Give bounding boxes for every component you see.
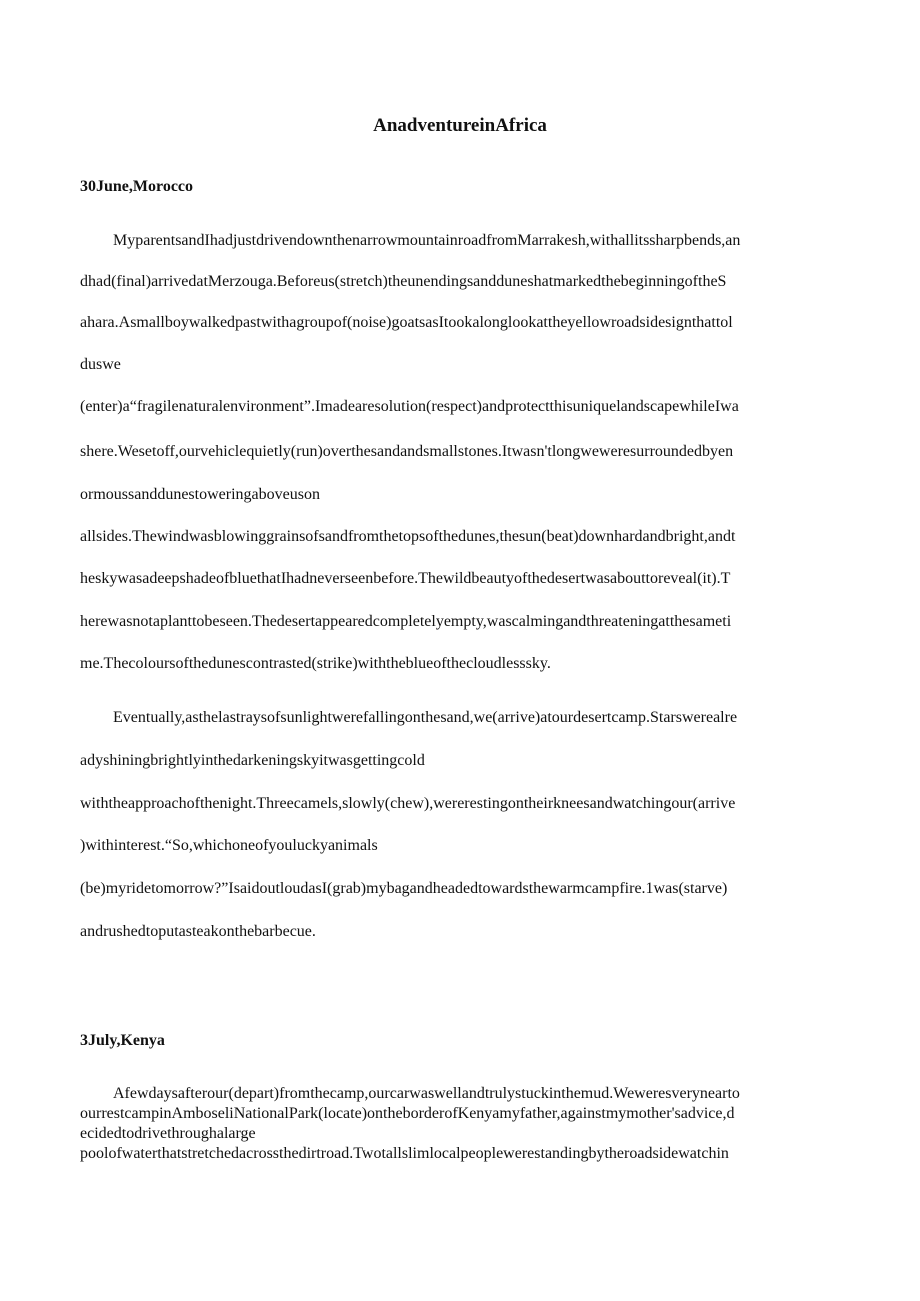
paragraph-line: MyparentsandIhadjustdrivendownthenarrowmountainroadfromMarrakesh,withallitssharpbends,an bbox=[113, 232, 741, 249]
paragraph-line: (enter)a“fragilenaturalenvironment”.Imadearesolution(respect)andprotectthisuniquelandscapewhileIwa bbox=[80, 398, 739, 415]
paragraph-line: ecidedtodrivethroughalarge bbox=[80, 1125, 256, 1142]
paragraph-line: ourrestcampinAmboseliNationalPark(locate)ontheborderofKenyamyfather,againstmymother'sadvice,d bbox=[80, 1105, 735, 1122]
paragraph-line: duswe bbox=[80, 356, 121, 373]
section-heading-morocco: 30June,Morocco bbox=[80, 178, 194, 195]
section-heading-kenya: 3July,Kenya bbox=[80, 1032, 165, 1049]
paragraph-line: adyshiningbrightlyinthedarkeningskyitwasgettingcold bbox=[80, 752, 425, 769]
document-title: AnadventureinAfrica bbox=[373, 115, 547, 136]
paragraph-line: ahara.Asmallboywalkedpastwithagroupof(noise)goatsasItookalonglookattheyellowroadsidesignthattol bbox=[80, 314, 733, 331]
paragraph-line: ormoussanddunestoweringaboveuson bbox=[80, 486, 320, 503]
paragraph-line: )withinterest.“So,whichoneofyouluckyanimals bbox=[80, 837, 378, 854]
paragraph-line: poolofwaterthatstretchedacrossthedirtroad.Twotallslimlocalpeoplewerestandingbytheroadsidewatchin bbox=[80, 1145, 729, 1162]
paragraph-line: Afewdaysafterour(depart)fromthecamp,ourcarwaswellandtrulystuckinthemud.Weweresverynearto bbox=[113, 1085, 740, 1102]
paragraph-line: (be)myridetomorrow?”IsaidoutloudasI(grab)mybagandheadedtowardsthewarmcampfire.1was(starve) bbox=[80, 880, 728, 897]
paragraph-line: dhad(final)arrivedatMerzouga.Beforeus(stretch)theunendingsandduneshatmarkedthebeginningoftheS bbox=[80, 273, 727, 290]
paragraph-line: heskywasadeepshadeofbluethatIhadneverseenbefore.Thewildbeautyofthedesertwasabouttoreveal(it).T bbox=[80, 570, 731, 587]
paragraph-line: shere.Wesetoff,ourvehiclequietly(run)overthesandandsmallstones.Itwasn'tlongweweresurroundedbyen bbox=[80, 443, 734, 460]
paragraph-line: me.Thecoloursofthedunescontrasted(strike)withtheblueofthecloudlesssky. bbox=[80, 655, 551, 672]
paragraph-line: Eventually,asthelastraysofsunlightwerefallingonthesand,we(arrive)atourdesertcamp.Starswerealre bbox=[113, 709, 738, 726]
paragraph-line: withtheapproachofthenight.Threecamels,slowly(chew),wererestingontheirkneesandwatchingour(arrive bbox=[80, 795, 736, 812]
paragraph-line: andrushedtoputasteakonthebarbecue. bbox=[80, 923, 316, 940]
paragraph-line: allsides.Thewindwasblowinggrainsofsandfromthetopsofthedunes,thesun(beat)downhardandbright,andt bbox=[80, 528, 736, 545]
paragraph-line: herewasnotaplanttobeseen.Thedesertappearedcompletelyempty,wascalmingandthreateningatthesameti bbox=[80, 613, 732, 630]
